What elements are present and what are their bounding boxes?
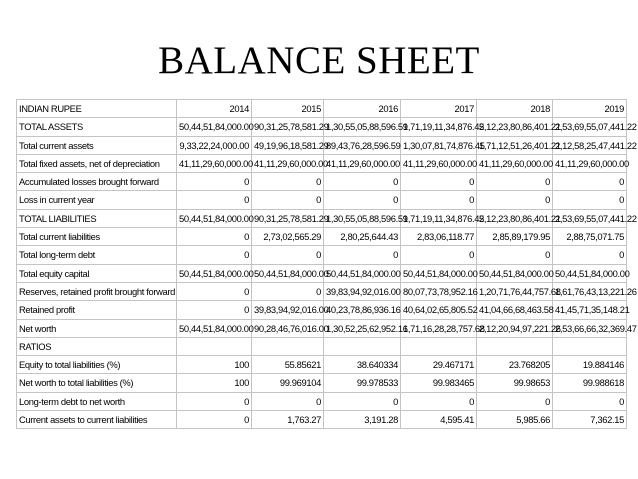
value-cell: 41,11,29,60,000.00 xyxy=(252,154,324,172)
value-cell: 90,31,25,78,581.29 xyxy=(252,118,324,136)
value-cell: 2015 xyxy=(252,100,324,118)
value-cell: 19.884146 xyxy=(553,356,627,374)
value-cell: 99.983465 xyxy=(401,374,477,392)
value-cell: 1,71,16,28,28,757.68 xyxy=(401,319,477,337)
value-cell: 0 xyxy=(553,246,627,264)
value-cell: 40,23,78,86,936.16 xyxy=(324,301,401,319)
table-row xyxy=(17,356,627,374)
value-cell: 41,45,71,35,148.21 xyxy=(553,301,627,319)
table-row xyxy=(17,118,627,136)
value-cell: 2014 xyxy=(177,100,252,118)
table-row xyxy=(17,301,627,319)
value-cell: 0 xyxy=(252,191,324,209)
value-cell: 0 xyxy=(177,228,252,246)
value-cell: 0 xyxy=(553,173,627,191)
value-cell: 0 xyxy=(553,191,627,209)
value-cell: 99.98653 xyxy=(477,374,553,392)
table-row xyxy=(17,264,627,282)
value-cell: 99.988618 xyxy=(553,374,627,392)
value-cell: 2,53,69,55,07,441.22 xyxy=(553,209,627,227)
table-row xyxy=(17,319,627,337)
value-cell: 0 xyxy=(177,282,252,300)
value-cell: 89,43,76,28,596.59 xyxy=(324,136,401,154)
value-cell: 100 xyxy=(177,374,252,392)
value-cell: 0 xyxy=(324,191,401,209)
row-label-cell: Net worth to total liabilities (%) xyxy=(17,374,177,392)
value-cell: 23.768205 xyxy=(477,356,553,374)
value-cell: 0 xyxy=(177,392,252,410)
table-row xyxy=(17,191,627,209)
value-cell xyxy=(553,337,627,355)
value-cell: 1,71,19,11,34,876.45 xyxy=(401,209,477,227)
table-row xyxy=(17,154,627,172)
value-cell: 38.640334 xyxy=(324,356,401,374)
table-row xyxy=(17,209,627,227)
row-label-cell: Net worth xyxy=(17,319,177,337)
value-cell: 0 xyxy=(252,173,324,191)
value-cell: 2,85,89,179.95 xyxy=(477,228,553,246)
value-cell: 0 xyxy=(177,411,252,429)
value-cell xyxy=(401,337,477,355)
value-cell: 0 xyxy=(477,173,553,191)
row-label-cell: Current assets to current liabilities xyxy=(17,411,177,429)
value-cell: 50,44,51,84,000.00 xyxy=(177,209,252,227)
value-cell: 1,30,07,81,74,876.45 xyxy=(401,136,477,154)
row-label-cell: INDIAN RUPEE xyxy=(17,100,177,118)
value-cell: 49,19,96,18,581.29 xyxy=(252,136,324,154)
value-cell: 0 xyxy=(477,392,553,410)
value-cell xyxy=(477,337,553,355)
value-cell: 41,11,29,60,000.00 xyxy=(324,154,401,172)
value-cell: 3,191.28 xyxy=(324,411,401,429)
row-label-cell: Reserves, retained profit brought forward xyxy=(17,282,177,300)
value-cell: 50,44,51,84,000.00 xyxy=(177,319,252,337)
value-cell: 2,73,02,565.29 xyxy=(252,228,324,246)
row-label-cell: Long-term debt to net worth xyxy=(17,392,177,410)
value-cell: 7,362.15 xyxy=(553,411,627,429)
balance-sheet-table xyxy=(16,99,637,429)
value-cell: 2016 xyxy=(324,100,401,118)
row-label-cell: Total long-term debt xyxy=(17,246,177,264)
table-row xyxy=(17,282,627,300)
row-label-cell: RATIOS xyxy=(17,337,177,355)
value-cell: 1,20,71,76,44,757.68 xyxy=(477,282,553,300)
value-cell: 50,44,51,84,000.00 xyxy=(401,264,477,282)
value-cell: 1,763.27 xyxy=(252,411,324,429)
value-cell: 40,64,02,65,805.52 xyxy=(401,301,477,319)
value-cell: 0 xyxy=(401,246,477,264)
value-cell: 50,44,51,84,000.00 xyxy=(477,264,553,282)
value-cell: 2018 xyxy=(477,100,553,118)
row-label-cell: Retained profit xyxy=(17,301,177,319)
value-cell: 0 xyxy=(177,191,252,209)
row-label-cell: Loss in current year xyxy=(17,191,177,209)
table-row xyxy=(17,411,627,429)
value-cell: 29.467171 xyxy=(401,356,477,374)
value-cell: 2,88,75,071.75 xyxy=(553,228,627,246)
row-label-cell: Total equity capital xyxy=(17,264,177,282)
value-cell: 0 xyxy=(177,246,252,264)
value-cell: 2,12,58,25,47,441.22 xyxy=(553,136,627,154)
value-cell: 0 xyxy=(553,392,627,410)
value-cell: 2019 xyxy=(553,100,627,118)
row-label-cell: Total fixed assets, net of depreciation xyxy=(17,154,177,172)
value-cell: 1,30,55,05,88,596.59 xyxy=(324,118,401,136)
value-cell: 39,83,94,92,016.00 xyxy=(252,301,324,319)
table-header-row xyxy=(17,100,627,118)
value-cell: 0 xyxy=(477,191,553,209)
value-cell: 0 xyxy=(252,392,324,410)
value-cell: 2,80,25,644.43 xyxy=(324,228,401,246)
table-row xyxy=(17,228,627,246)
row-label-cell: TOTAL LIABILITIES xyxy=(17,209,177,227)
value-cell: 41,04,66,68,463.58 xyxy=(477,301,553,319)
value-cell: 2,12,23,80,86,401.21 xyxy=(477,209,553,227)
value-cell: 0 xyxy=(252,282,324,300)
value-cell: 2,12,23,80,86,401.21 xyxy=(477,118,553,136)
value-cell xyxy=(252,337,324,355)
value-cell: 1,30,52,25,62,952.16 xyxy=(324,319,401,337)
value-cell: 2,53,69,55,07,441.22 xyxy=(553,118,627,136)
value-cell: 100 xyxy=(177,356,252,374)
row-label-cell: Accumulated losses brought forward xyxy=(17,173,177,191)
row-label-cell: TOTAL ASSETS xyxy=(17,118,177,136)
value-cell: 0 xyxy=(401,191,477,209)
value-cell: 80,07,73,78,952.16 xyxy=(401,282,477,300)
value-cell: 50,44,51,84,000.00 xyxy=(177,118,252,136)
value-cell: 99.978533 xyxy=(324,374,401,392)
value-cell: 41,11,29,60,000.00 xyxy=(553,154,627,172)
value-cell: 39,83,94,92,016.00 xyxy=(324,282,401,300)
value-cell: 90,31,25,78,581.29 xyxy=(252,209,324,227)
value-cell: 50,44,51,84,000.00 xyxy=(553,264,627,282)
table-row xyxy=(17,136,627,154)
value-cell: 1,71,12,51,26,401.21 xyxy=(477,136,553,154)
row-label-cell: Total current liabilities xyxy=(17,228,177,246)
value-cell: 0 xyxy=(477,246,553,264)
value-cell: 2,53,66,66,32,369.47 xyxy=(553,319,627,337)
value-cell: 2,83,06,118.77 xyxy=(401,228,477,246)
value-cell: 2017 xyxy=(401,100,477,118)
value-cell: 50,44,51,84,000.00 xyxy=(252,264,324,282)
value-cell: 0 xyxy=(177,301,252,319)
value-cell: 50,44,51,84,000.00 xyxy=(324,264,401,282)
table-row xyxy=(17,246,627,264)
value-cell: 1,71,19,11,34,876.45 xyxy=(401,118,477,136)
value-cell: 99.969104 xyxy=(252,374,324,392)
slide-title: BALANCE SHEET xyxy=(158,39,480,82)
row-label-cell: Equity to total liabilities (%) xyxy=(17,356,177,374)
value-cell: 0 xyxy=(252,246,324,264)
value-cell: 0 xyxy=(401,173,477,191)
value-cell: 0 xyxy=(324,392,401,410)
value-cell xyxy=(177,337,252,355)
value-cell: 1,61,76,43,13,221.26 xyxy=(553,282,627,300)
table-row xyxy=(17,392,627,410)
value-cell: 5,985.66 xyxy=(477,411,553,429)
value-cell: 41,11,29,60,000.00 xyxy=(401,154,477,172)
value-cell: 0 xyxy=(324,173,401,191)
value-cell: 0 xyxy=(401,392,477,410)
value-cell: 1,30,55,05,88,596.59 xyxy=(324,209,401,227)
value-cell: 2,12,20,94,97,221.26 xyxy=(477,319,553,337)
value-cell: 4,595.41 xyxy=(401,411,477,429)
table-row xyxy=(17,337,627,355)
value-cell: 9,33,22,24,000.00 xyxy=(177,136,252,154)
value-cell: 41,11,29,60,000.00 xyxy=(177,154,252,172)
row-label-cell: Total current assets xyxy=(17,136,177,154)
value-cell: 50,44,51,84,000.00 xyxy=(177,264,252,282)
value-cell: 0 xyxy=(177,173,252,191)
value-cell: 0 xyxy=(324,246,401,264)
value-cell: 90,28,46,76,016.00 xyxy=(252,319,324,337)
value-cell: 55.85621 xyxy=(252,356,324,374)
table-row xyxy=(17,173,627,191)
table-row xyxy=(17,374,627,392)
value-cell: 41,11,29,60,000.00 xyxy=(477,154,553,172)
value-cell xyxy=(324,337,401,355)
